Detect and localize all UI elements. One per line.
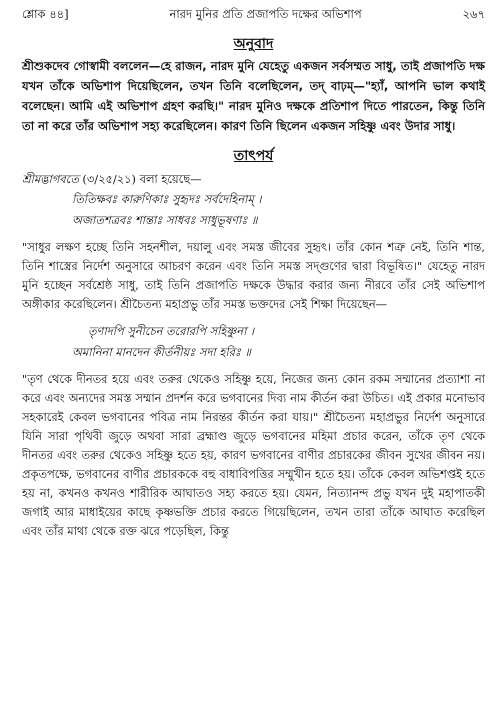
purport-paragraph-2: "তৃণ থেকে দীনতর হয়ে এবং তরুর থেকেও সহিষ্ণু হয়ে, নিজের জন্য কোন রকম সম্মানের প্রত্যাশা না করে এবং অন্যদের সমস্ত সম্মান প্রদর্শন করে ভগবানের দিব্য নাম কীর্তন করা উচিত। এই প্রকার মনোভাব সহকারেই কেবল ভগবানের পবিত্র নাম নিরন্তর কীর্তন করা যায়।" শ্রীচৈতন্য মহাপ্রভুর নির্দেশ অনুসারে যিনি সারা পৃথিবী জুড়ে অথবা সারা ব্রহ্মাণ্ড জুড়ে ভগবানের মহিমা প্রচার করেন, তাঁকে তৃণ থেকে দীনতর এবং তরুর থেকেও সহিষ্ণু হতে হয়, কারণ ভগবানের বাণীর প্রচারকের জীবন সুখের জীবন নয়। প্রকৃতপক্ষে, ভগবানের বাণীর প্রচারককে বহু বাধাবিপত্তির সম্মুখীন হতে হয়। তাঁকে কেবল অভিশপ্তই হতে হয় না, কখনও কখনও শারীরিক আঘাতও সহ্য করতে হয়। যেমন, নিত্যানন্দ প্রভু যখন দুই মহাপাতকী জগাই আর মাধাইয়ের কাছে কৃষ্ণভক্তি প্রচার করতে গিয়েছিলেন, তখন তারা তাঁকে আঘাত করেছিল এবং তাঁর মাথা থেকে রক্ত ঝরে পড়েছিল, কিন্তু (22, 372, 485, 538)
translation-text: শ্রীশুকদেব গোস্বামী বললেন—হে রাজন, নারদ মুনি যেহেতু একজন সর্বসম্মত সাধু, তাই প্রজাপতি দক্ষ যখন তাঁকে অভিশাপ দিয়েছিলেন, তখন তিনি বলেছিলেন, তদ্ বাঢ়ম্—"হ্যাঁ, আপনি ভাল কথাই বলেছেন। আমি এই অভিশাপ গ্রহণ করছি।" নারদ মুনিও দক্ষকে প্রতিশাপ দিতে পারতেন, কিন্তু তিনি তা না করে তাঁর অভিশাপ সহ্য করেছিলেন। কারণ তিনি ছিলেন একজন সহিষ্ণু এবং উদার সাধু। (22, 59, 485, 133)
sanskrit-verse-2 (22, 322, 485, 362)
purport-paragraph-1: "সাধুর লক্ষণ হচ্ছে তিনি সহনশীল, দয়ালু এবং সমস্ত জীবের সুহৃৎ। তাঁর কোন শত্রু নেই, তিনি শান্ত, তিনি শাস্ত্রের নির্দেশ অনুসারে আচরণ করেন এবং তিনি সমস্ত সদ্গুণের দ্বারা বিভূষিত।" যেহেতু নারদ মুনি হচ্ছেন সর্বশ্রেষ্ঠ সাধু, তাই তিনি প্রজাপতি দক্ষকে উদ্ধার করার জন্য নীরবে তাঁর সেই অভিশাপ অঙ্গীকার করেছিলেন। শ্রীচৈতন্য মহাপ্রভু তাঁর সমস্ত ভক্তদের সেই শিক্ষা দিয়েছেন— (22, 240, 485, 311)
purport-heading: তাৎপর্য (233, 148, 274, 164)
verse-reference: শ্লোক ৪৪] (22, 7, 69, 21)
page-number: ২৬৭ (462, 7, 485, 21)
scripture-name: শ্রীমদ্ভাগবতে (22, 172, 79, 186)
chapter-title: নারদ মুনির প্রতি প্রজাপতি দক্ষের অভিশাপ (169, 7, 362, 21)
sanskrit-verse-1 (22, 190, 485, 230)
verse-2-line-1: তৃণাদপি সুনীচেন তরোরপি সহিষ্ণুনা । (88, 324, 255, 338)
running-header (22, 6, 485, 22)
verse-1-line-1: তিতিক্ষবঃ কারুণিকাঃ সুহৃদঃ সর্বদেহিনাম্ । (72, 192, 262, 206)
translation-heading: অনুবাদ (233, 36, 274, 52)
purport-intro (22, 170, 485, 188)
scripture-citation: (৩/২৫/২১) বলা হয়েছে— (78, 172, 202, 186)
verse-1-line-2: অজাতশত্রবঃ শান্তাঃ সাধবঃ সাধুভূষণাঃ ॥ (72, 213, 258, 227)
verse-2-line-2: অমানিনা মানদেন কীর্তনীয়ঃ সদা হরিঃ ॥ (72, 345, 251, 359)
